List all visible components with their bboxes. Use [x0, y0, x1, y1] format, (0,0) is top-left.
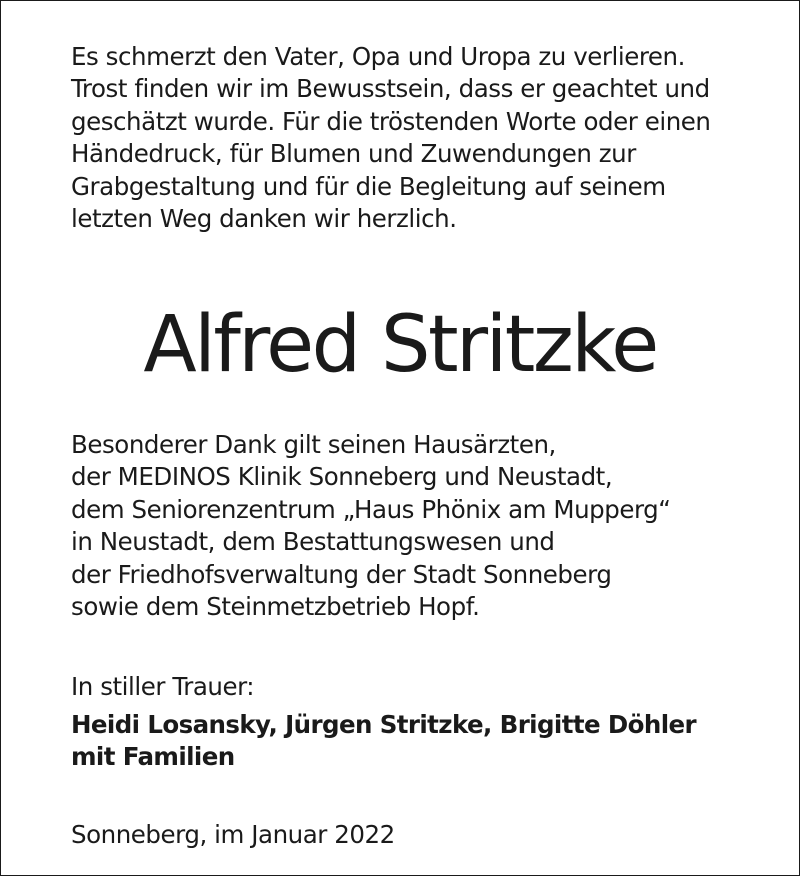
mourning-label: In stiller Trauer: — [71, 672, 255, 701]
deceased-name: Alfred Stritzke — [143, 300, 657, 390]
thanks-line: Besonderer Dank gilt seinen Hausärzten, — [71, 430, 556, 459]
thanks-line: in Neustadt, dem Bestattungswesen und — [71, 527, 555, 557]
thanks-paragraph — [71, 429, 671, 623]
intro-line: geschätzt wurde. Für die tröstenden Worte oder einen — [71, 106, 711, 136]
intro-line: letzten Weg danken wir herzlich. — [71, 204, 457, 234]
thanks-line: der MEDINOS Klinik Sonneberg und Neustadt, — [71, 462, 613, 492]
intro-line: Händedruck, für Blumen und Zuwendungen zur — [71, 139, 636, 169]
intro-paragraph — [71, 41, 710, 235]
thanks-line: der Friedhofsverwaltung der Stadt Sonneberg — [71, 559, 612, 589]
mourners-names — [71, 709, 696, 774]
thanks-line: sowie dem Steinmetzbetrieb Hopf. — [71, 592, 480, 622]
mourners-line: mit Familien — [71, 742, 235, 772]
intro-line: Es schmerzt den Vater, Opa und Uropa zu verlieren. — [71, 42, 685, 71]
intro-line: Trost finden wir im Bewusstsein, dass er geachtet und — [71, 74, 710, 104]
mourners-line: Heidi Losansky, Jürgen Stritzke, Brigitte Döhler — [71, 710, 696, 739]
thanks-line: dem Seniorenzentrum „Haus Phönix am Mupperg“ — [71, 494, 671, 524]
place-date: Sonneberg, im Januar 2022 — [71, 820, 395, 849]
intro-line: Grabgestaltung und für die Begleitung auf seinem — [71, 171, 666, 201]
